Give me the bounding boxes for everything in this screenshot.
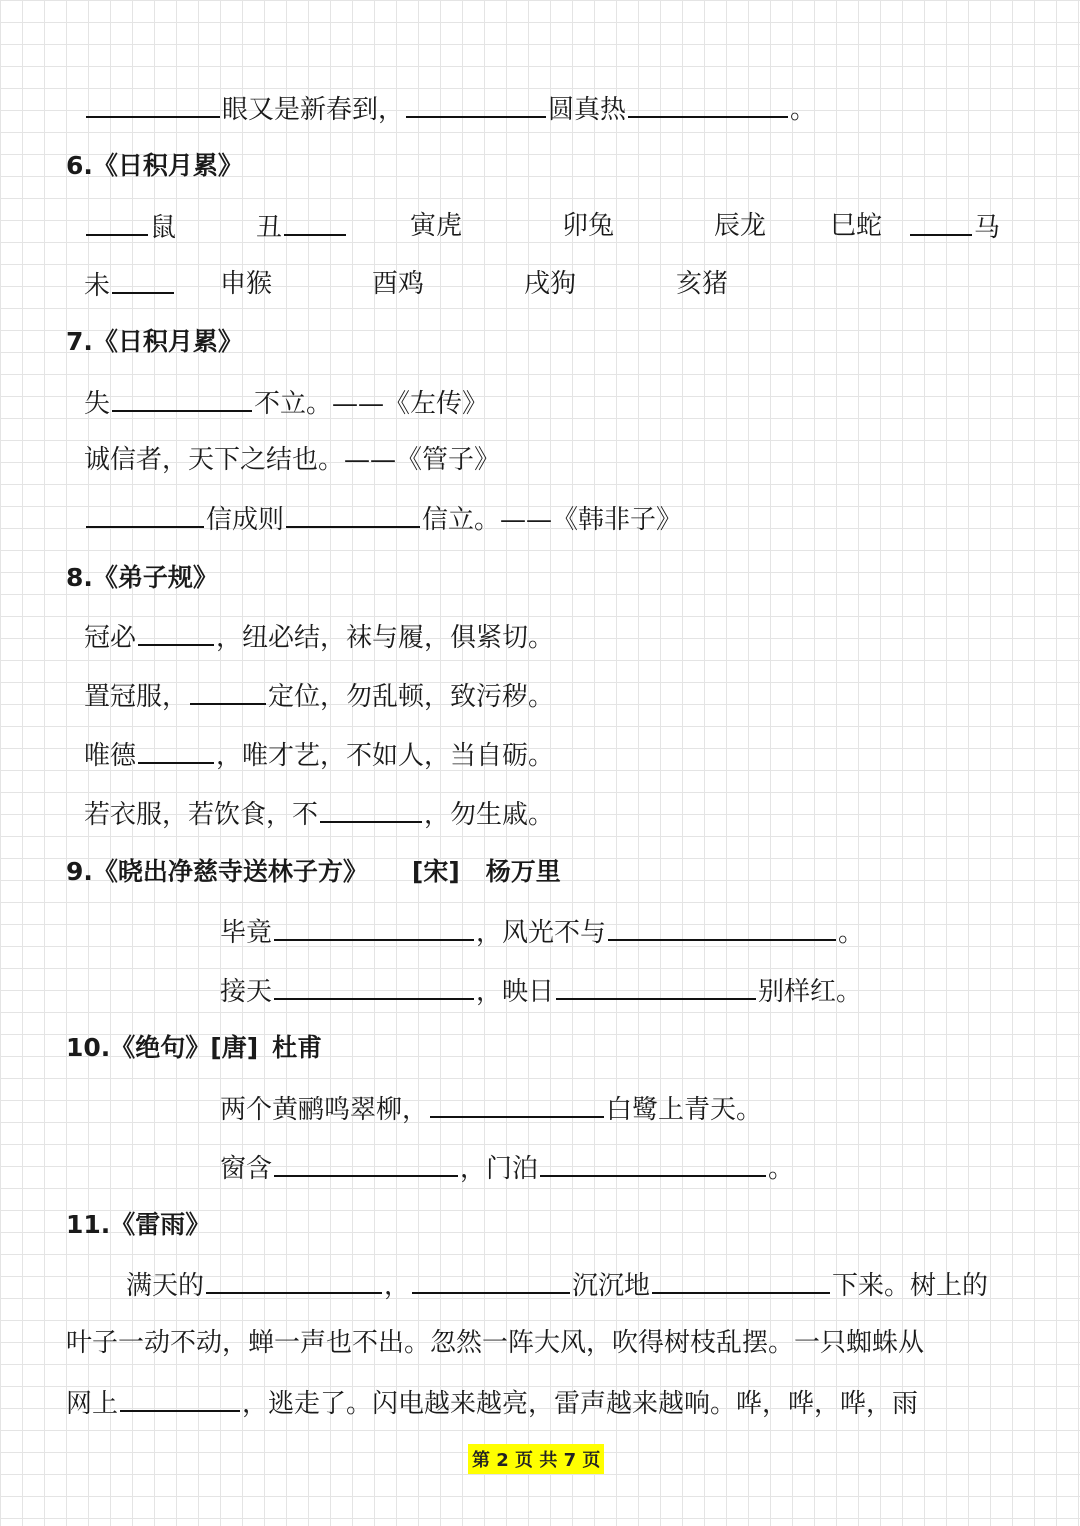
author: 杜甫 xyxy=(272,1033,323,1062)
zodiac-text: 寅虎 xyxy=(410,211,463,241)
answer-blank[interactable] xyxy=(910,206,972,236)
section-9-title xyxy=(66,852,561,892)
page-number-badge xyxy=(468,1444,604,1474)
zodiac-item xyxy=(372,264,424,304)
answer-blank[interactable] xyxy=(206,1264,382,1294)
text: 接天 xyxy=(220,977,273,1007)
passage-line-2 xyxy=(66,1323,924,1363)
text: 满天的 xyxy=(126,1271,205,1301)
answer-blank[interactable] xyxy=(138,616,214,646)
zodiac-row-1c xyxy=(908,206,1000,246)
answer-blank[interactable] xyxy=(320,793,422,823)
dizigui-line-2 xyxy=(84,675,554,715)
zodiac-row-1 xyxy=(84,206,176,246)
text: 信成则 xyxy=(206,505,285,535)
poem-10-line-1 xyxy=(220,1088,762,1128)
zodiac-text: 卯兔 xyxy=(562,211,615,241)
answer-blank[interactable] xyxy=(430,1088,604,1118)
text: 信立。——《韩非子》 xyxy=(422,505,683,535)
answer-blank[interactable] xyxy=(608,911,836,941)
poem-10-line-2 xyxy=(220,1147,794,1187)
heading-text: 11.《雷雨》 xyxy=(66,1210,211,1239)
dynasty: [宋] xyxy=(411,857,460,886)
text: ，逃走了。闪电越来越亮，雷声越来越响。哗，哗，哗，雨 xyxy=(242,1389,919,1419)
quote-line-3 xyxy=(84,498,682,538)
text: 沉沉地 xyxy=(572,1271,651,1301)
answer-blank[interactable] xyxy=(556,970,756,1000)
text: 别样红。 xyxy=(758,977,863,1007)
text: 置冠服， xyxy=(84,682,189,712)
zodiac-item xyxy=(524,264,576,304)
zodiac-item: 未 xyxy=(84,271,111,301)
zodiac-item xyxy=(562,206,614,246)
answer-blank[interactable] xyxy=(286,498,420,528)
answer-blank[interactable] xyxy=(86,88,220,118)
answer-blank[interactable] xyxy=(540,1147,766,1177)
section-11-title xyxy=(66,1205,210,1245)
page-number-text: 第 2 页 共 7 页 xyxy=(472,1450,601,1471)
zodiac-item: 鼠 xyxy=(150,213,177,243)
section-10-title xyxy=(66,1028,322,1068)
zodiac-text: 酉鸡 xyxy=(372,269,425,299)
text: 失 xyxy=(84,389,111,419)
zodiac-item xyxy=(410,206,462,246)
text: ，纽必结，袜与履，俱紧切。 xyxy=(216,623,555,653)
answer-blank[interactable] xyxy=(274,1147,458,1177)
answer-blank[interactable] xyxy=(190,675,266,705)
answer-blank[interactable] xyxy=(274,970,474,1000)
author: 杨万里 xyxy=(485,857,561,886)
zodiac-text: 巳蛇 xyxy=(830,211,883,241)
section-8-title xyxy=(66,558,218,598)
zodiac-item: 马 xyxy=(974,213,1001,243)
passage-line-3 xyxy=(66,1382,918,1422)
text: 唯德 xyxy=(84,741,137,771)
answer-blank[interactable] xyxy=(138,734,214,764)
text: ，唯才艺，不如人，当自砺。 xyxy=(216,741,555,771)
zodiac-item xyxy=(220,264,272,304)
zodiac-text: 亥猪 xyxy=(676,269,729,299)
text: 两个黄鹂鸣翠柳， xyxy=(220,1095,429,1125)
text: 。 xyxy=(790,95,817,125)
text: 诚信者，天下之结也。——《管子》 xyxy=(84,445,501,475)
zodiac-text: 辰龙 xyxy=(714,211,767,241)
quote-line-2 xyxy=(84,440,500,480)
zodiac-item xyxy=(676,264,728,304)
answer-blank[interactable] xyxy=(412,1264,570,1294)
heading-text: 7.《日积月累》 xyxy=(66,327,243,356)
zodiac-row-2 xyxy=(84,264,176,304)
passage-line-1 xyxy=(126,1264,988,1304)
text: 窗含 xyxy=(220,1154,273,1184)
heading-text: 6.《日积月累》 xyxy=(66,151,243,180)
section-7-title xyxy=(66,322,243,362)
text: 若衣服，若饮食，不 xyxy=(84,800,319,830)
text: ，映日 xyxy=(476,977,555,1007)
answer-blank[interactable] xyxy=(86,498,204,528)
answer-blank[interactable] xyxy=(274,911,474,941)
answer-blank[interactable] xyxy=(112,382,252,412)
heading-text: 8.《弟子规》 xyxy=(66,563,218,592)
zodiac-text: 戌狗 xyxy=(524,269,577,299)
text: 。 xyxy=(838,918,865,948)
answer-blank[interactable] xyxy=(120,1382,240,1412)
text: 眼又是新春到， xyxy=(222,95,405,125)
text: 不立。——《左传》 xyxy=(254,389,489,419)
answer-blank[interactable] xyxy=(652,1264,830,1294)
zodiac-item xyxy=(714,206,766,246)
zodiac-text: 申猴 xyxy=(220,269,273,299)
answer-blank[interactable] xyxy=(628,88,788,118)
heading-text: 10.《绝句》[唐] xyxy=(66,1033,259,1062)
heading-text: 9.《晓出净慈寺送林子方》 xyxy=(66,857,368,886)
quote-line-1 xyxy=(84,382,488,422)
section-6-title xyxy=(66,146,243,186)
text: 毕竟 xyxy=(220,918,273,948)
poem-line-continued xyxy=(84,88,816,128)
text: ，风光不与 xyxy=(476,918,607,948)
answer-blank[interactable] xyxy=(86,206,148,236)
zodiac-row-1b xyxy=(256,206,348,246)
zodiac-item: 丑 xyxy=(256,213,283,243)
text: 定位，勿乱顿，致污秽。 xyxy=(268,682,555,712)
dizigui-line-4 xyxy=(84,793,554,833)
text: 。 xyxy=(768,1154,795,1184)
zodiac-item xyxy=(830,206,882,246)
text: ， xyxy=(384,1271,411,1301)
answer-blank[interactable] xyxy=(112,264,174,294)
dizigui-line-3 xyxy=(84,734,554,774)
answer-blank[interactable] xyxy=(284,206,346,236)
text: 圆真热 xyxy=(548,95,627,125)
answer-blank[interactable] xyxy=(406,88,546,118)
dizigui-line-1 xyxy=(84,616,554,656)
text: ，勿生戚。 xyxy=(424,800,555,830)
poem-9-line-2 xyxy=(220,970,862,1010)
text: ，门泊 xyxy=(460,1154,539,1184)
text: 白鹭上青天。 xyxy=(606,1095,763,1125)
text: 网上 xyxy=(66,1389,119,1419)
poem-9-line-1 xyxy=(220,911,864,951)
text: 冠必 xyxy=(84,623,137,653)
text: 叶子一动不动，蝉一声也不出。忽然一阵大风，吹得树枝乱摆。一只蜘蛛从 xyxy=(66,1328,925,1358)
text: 下来。树上的 xyxy=(832,1271,989,1301)
